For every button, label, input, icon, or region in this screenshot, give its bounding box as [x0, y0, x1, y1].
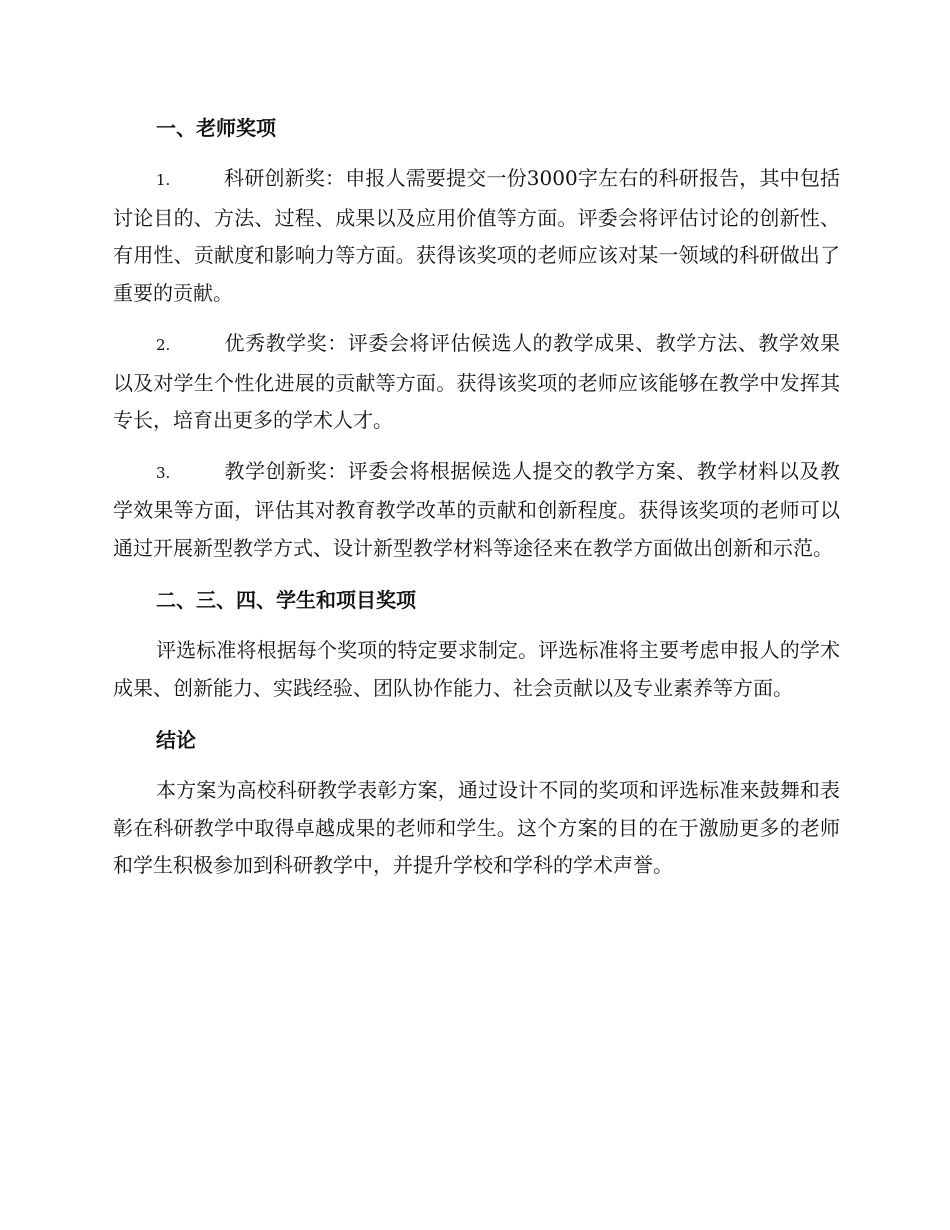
list-number: 2. [156, 336, 171, 354]
list-item-teaching-innovation [113, 453, 840, 568]
document-page [113, 108, 840, 898]
list-number: 3. [156, 463, 171, 482]
list-number: 1. [156, 171, 171, 189]
teacher-awards-heading: 一、老师奖项 [156, 116, 276, 140]
student-awards-heading: 二、三、四、学生和项目奖项 [156, 588, 416, 612]
list-item-text: 教学创新奖：评委会将根据候选人提交的教学方案、教学材料以及教学效果等方面，评估其对教育教学改革的贡献和创新程度。获得该奖项的老师可以通过开展新型教学方式、设计新型教学材料等途径来在教学方面做出创新和示范。 [113, 458, 840, 560]
conclusion-heading: 结论 [156, 728, 196, 752]
list-item-teaching-excellence [113, 325, 840, 440]
list-item-research-innovation [113, 160, 840, 312]
list-item-text: 科研创新奖：申报人需要提交一份3000字左右的科研报告，其中包括讨论目的、方法、过程、成果以及应用价值等方面。评委会将评估讨论的创新性、有用性、贡献度和影响力等方面。获得该奖项的老师应该对某一领域的科研做出了重要的贡献。 [113, 166, 840, 305]
student-awards-paragraph: 评选标准将根据每个奖项的特定要求制定。评选标准将主要考虑申报人的学术成果、创新能力、实践经验、团队协作能力、社会贡献以及专业素养等方面。 [113, 638, 840, 700]
conclusion-paragraph: 本方案为高校科研教学表彰方案，通过设计不同的奖项和评选标准来鼓舞和表彰在科研教学中取得卓越成果的老师和学生。这个方案的目的在于激励更多的老师和学生积极参加到科研教学中，并提升学校和学科的学术声誉。 [113, 778, 840, 877]
list-item-text: 优秀教学奖：评委会将评估候选人的教学成果、教学方法、教学效果以及对学生个性化进展的贡献等方面。获得该奖项的老师应该能够在教学中发挥其专长，培育出更多的学术人才。 [113, 331, 840, 432]
